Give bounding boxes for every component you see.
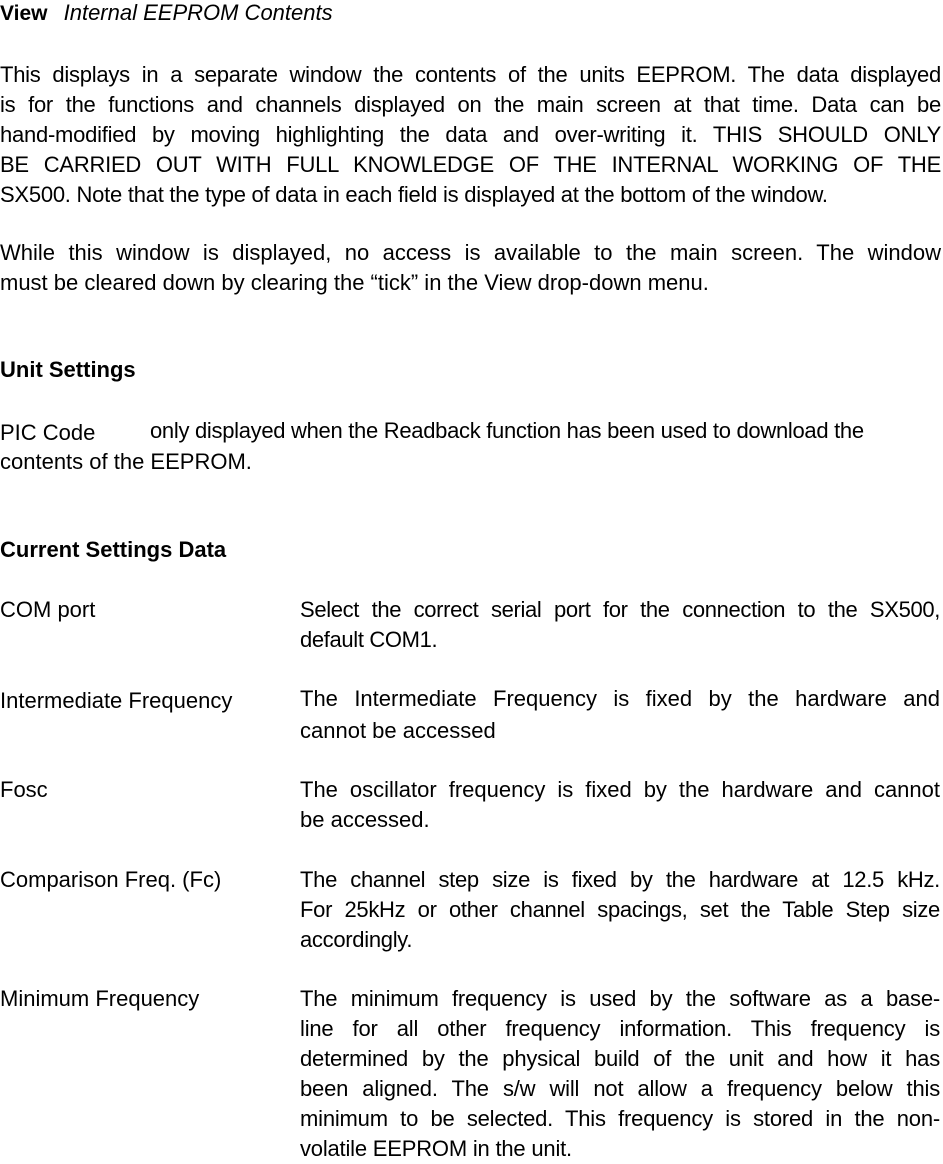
intro-line: hand-modified by moving highlighting the data and over-writing it. THIS SHOULD ONLY [0,122,941,147]
setting-description [300,684,940,746]
description-line: The minimum frequency is used by the software as a base- [300,986,940,1011]
description-line: line for all other frequency information. This frequency is [300,1016,940,1041]
description-line: The oscillator frequency is fixed by the hardware and cannot [300,777,940,802]
description-line: default COM1. [300,627,438,652]
pic-code-label: PIC Code [0,420,96,445]
description-line: Select the correct serial port for the connection to the SX500, [300,597,940,622]
pic-code-description-line: only displayed when the Readback function has been used to download the [150,418,864,443]
description-line: volatile EEPROM in the unit. [300,1136,572,1161]
setting-description [300,984,940,1164]
description-line: minimum to be selected. This frequency is stored in the non- [300,1106,940,1131]
unit-settings-heading: Unit Settings [0,357,136,382]
intro-line: is for the functions and channels displayed on the main screen at that time. Data can be [0,92,941,117]
setting-label: Fosc [0,777,48,802]
intro-line: BE CARRIED OUT WITH FULL KNOWLEDGE OF THE INTERNAL WORKING OF THE [0,152,941,177]
intro-line: This displays in a separate window the contents of the units EEPROM. The data displayed [0,62,941,87]
pic-code-description-line: contents of the EEPROM. [0,449,252,474]
intro-paragraph [0,60,941,210]
description-line: For 25kHz or other channel spacings, set the Table Step size [300,897,940,922]
window-note-paragraph [0,238,941,298]
setting-label: Minimum Frequency [0,986,200,1011]
description-line: accordingly. [300,927,413,952]
view-menu-label: View [0,2,48,25]
description-line: determined by the physical build of the unit and how it has [300,1046,940,1071]
intro-line: SX500. Note that the type of data in each field is displayed at the bottom of the window. [0,182,828,207]
setting-label: COM port [0,597,96,622]
description-line: been aligned. The s/w will not allow a frequency below this [300,1076,940,1101]
description-line: The Intermediate Frequency is fixed by the hardware and [300,686,940,711]
setting-description [300,865,940,955]
window-note-line: While this window is displayed, no access is available to the main screen. The window [0,240,941,265]
setting-description [300,775,940,835]
setting-label: Comparison Freq. (Fc) [0,867,222,892]
window-note-line: must be cleared down by clearing the “tick” in the View drop-down menu. [0,270,709,295]
description-line: The channel step size is fixed by the hardware at 12.5 kHz. [300,867,940,892]
current-settings-heading: Current Settings Data [0,537,227,562]
view-header [0,0,333,29]
description-line: cannot be accessed [300,718,496,743]
description-line: be accessed. [300,807,430,832]
setting-label: Intermediate Frequency [0,688,233,713]
setting-description [300,595,940,655]
view-item-title: Internal EEPROM Contents [63,0,333,25]
